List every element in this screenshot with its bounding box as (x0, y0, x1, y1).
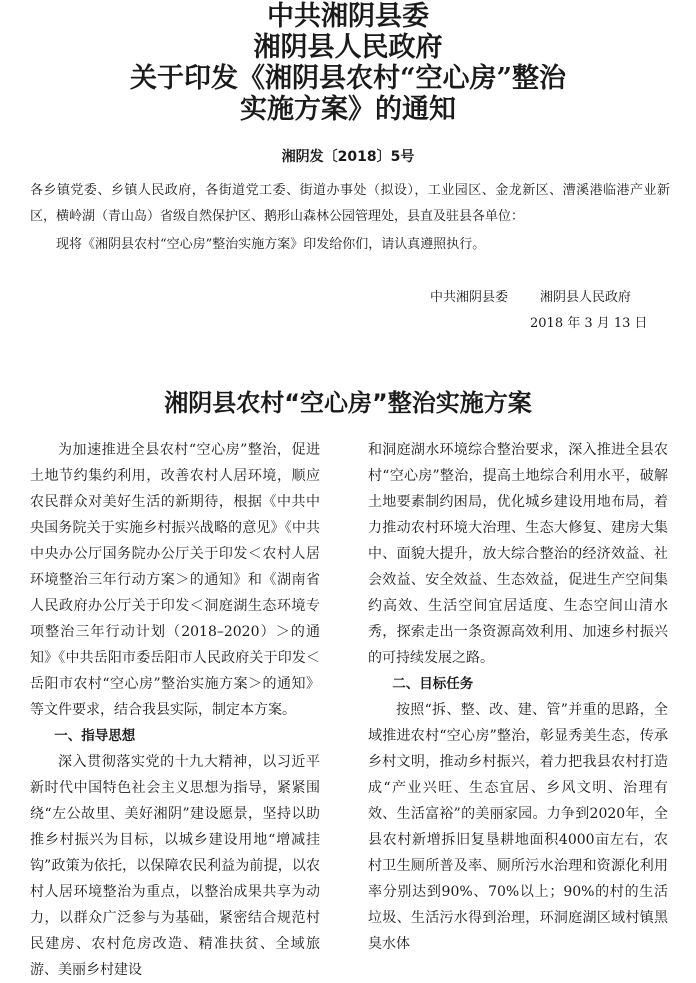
guiding-ideology-continued: 和洞庭湖水环境综合整治要求，深入推进全县农村“空心房”整治，提高土地综合利用水平，破解土地要素制约困局，优化城乡建设用地布局，着力推动农村环境大治理、生态大修复、建房大集中、面貌大提升，放大综合整治的经济效益、社会效益、安全效益、生态效益，促进生产空间集约高效、生活空间宜居适度、生态空间山清水秀，探索走出一条资源高效利用、加速乡村振兴的可持续发展之路。 (368, 442, 668, 666)
guiding-ideology-paragraph: 深入贯彻落实党的十九大精神，以习近平新时代中国特色社会主义思想为指导，紧紧围绕“左公故里、美好湘阴”建设愿景，坚持以助推乡村振兴为目标，以城乡建设用地“增减挂钩”政策为依托，以保障农民利益为前提，以农村人居环境整治为重点，以整治成果共享为动力，以群众广泛参与为基础，紧密结合规范村民建房、农村危房改造、精准扶贫、全域旅游、美丽乡村建设 (30, 754, 320, 978)
signature-party: 中共湘阴县委 (430, 290, 509, 305)
notice-title-line2: 实施方案》的通知 (240, 94, 456, 125)
addressees: 各乡镇党委、乡镇人民政府，各街道党工委、街道办事处（拟设），工业园区、金龙新区、漕溪港临港产业新区，横岭湖（青山岛）省级自然保护区、鹅形山森林公园管理处，县直及驻县各单位： (30, 183, 670, 224)
issuer-title-party: 中共湘阴县委 (267, 1, 429, 32)
intro-paragraph: 为加速推进全县农村“空心房”整治，促进土地节约集约利用，改善农村人居环境，顺应农民群众对美好生活的新期待，根据《中共中央国务院关于实施乡村振兴战略的意见》《中共中央办公厅国务院办公厅关于印发＜农村人居环境整治三年行动方案＞的通知》和《湖南省人民政府办公厅关于印发＜洞庭湖生态环境专项整治三年行动计划（2018–2020）＞的通知》《中共岳阳市委岳阳市人民政府关于印发＜岳阳市农村“空心房”整治实施方案＞的通知》等文件要求，结合我县实际，制定本方案。 (30, 442, 320, 718)
issuer-title-government: 湘阴县人民政府 (253, 32, 443, 63)
heading-goals-tasks: 二、目标任务 (392, 676, 474, 692)
document-number: 湘阴发〔2018〕5号 (281, 149, 415, 165)
heading-guiding-ideology: 一、指导思想 (54, 728, 136, 744)
goals-tasks-paragraph: 按照“拆、整、改、建、管”并重的思路，全域推进农村“空心房”整治，彰显秀美生态，传承乡村文明，推动乡村振兴，着力把我县农村打造成“产业兴旺、生态宜居、乡风文明、治理有效、生活富裕”的美丽家园。力争到2020年，全县农村新增拆旧复垦耕地面积4000亩左右，农村卫生厕所普及率、厕所污水治理和资源化利用率分别达到90%、70%以上；90%的村的生活垃圾、生活污水得到治理，环洞庭湖区域村镇黑臭水体 (368, 702, 668, 952)
right-column (368, 437, 668, 957)
left-column (30, 437, 320, 983)
signature-government: 湘阴县人民政府 (540, 290, 632, 305)
notice-title-line1: 关于印发《湘阴县农村“空心房”整治 (129, 63, 567, 94)
notice-body: 现将《湘阴县农村“空心房”整治实施方案》印发给你们，请认真遵照执行。 (56, 237, 486, 252)
signature-date: 2018 年 3 月 13 日 (530, 316, 648, 331)
plan-title: 湘阴县农村“空心房”整治实施方案 (164, 389, 532, 417)
